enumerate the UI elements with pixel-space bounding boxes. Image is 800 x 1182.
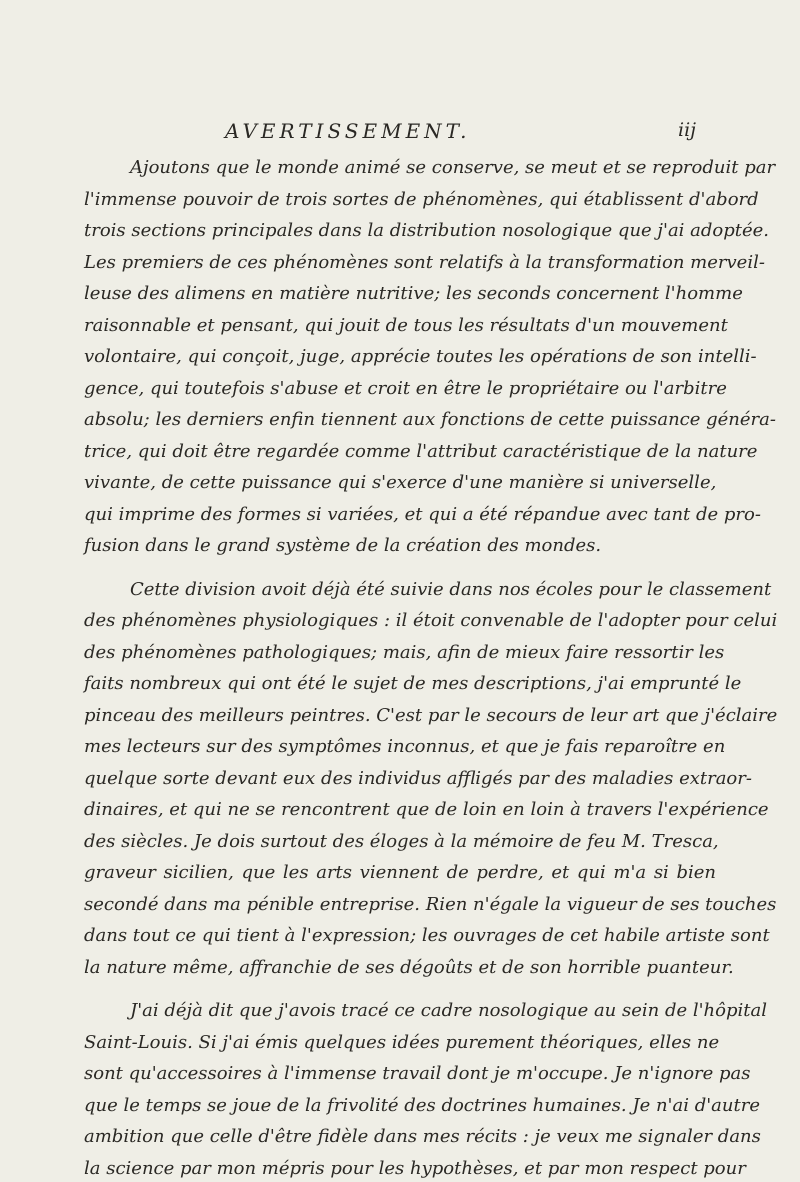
text-line: Cette division avoit déjà été suivie dans nos écoles pour le classement (130, 578, 772, 600)
text-line: pinceau des meilleurs peintres. C'est par le secours de leur art que j'éclaire (84, 704, 778, 726)
text-line: absolu; les derniers enfin tiennent aux fonctions de cette puissance généra- (84, 409, 776, 430)
paragraph-2 (84, 574, 778, 984)
text-line: secondé dans ma pénible entreprise. Rien n'égale la vigueur de ses touches (84, 893, 777, 915)
text-line: Saint-Louis. Si j'ai émis quelques idées purement théoriques, elles ne (84, 1031, 720, 1053)
text-line: mes lecteurs sur des symptômes inconnus, et que je fais reparoître en (84, 736, 726, 757)
text-line: dinaires, et qui ne se rencontrent que de loin en loin à travers l'expérience (84, 799, 769, 820)
text-line: leuse des alimens en matière nutritive; les seconds concernent l'homme (84, 283, 743, 304)
text-line: vivante, de cette puissance qui s'exerce d'une manière si universelle, (84, 472, 717, 493)
text-line: l'immense pouvoir de trois sortes de phénomènes, qui établissent d'abord (84, 188, 759, 210)
running-title: AVERTISSEMENT. (225, 119, 471, 143)
text-line: ambition que celle d'être fidèle dans mes récits : je veux me signaler dans (84, 1126, 761, 1147)
text-line: des siècles. Je dois surtout des éloges à la mémoire de feu M. Tresca, (84, 830, 719, 852)
text-line: qui imprime des formes si variées, et qui a été répandue avec tant de pro- (84, 503, 761, 525)
text-line: trice, qui doit être regardée comme l'attribut caractéristique de la nature (84, 440, 758, 462)
text-line: la science par mon mépris pour les hypothèses, et par mon respect pour (84, 1157, 746, 1179)
page-header (0, 119, 800, 149)
text-line: trois sections principales dans la distribution nosologique que j'ai adoptée. (84, 220, 770, 241)
text-line: la nature même, affranchie de ses dégoûts et de son horrible puanteur. (84, 956, 734, 978)
text-line: Ajoutons que le monde animé se conserve, se meut et se reproduit par (130, 157, 776, 178)
text-line: sont qu'accessoires à l'immense travail dont je m'occupe. Je n'ignore pas (84, 1063, 751, 1084)
text-line: Les premiers de ces phénomènes sont relatifs à la transformation merveil- (84, 251, 765, 273)
text-line: que le temps se joue de la frivolité des doctrines humaines. Je n'ai d'autre (84, 1094, 760, 1116)
text-line: des phénomènes pathologiques; mais, afin de mieux faire ressortir les (84, 641, 725, 663)
text-line: dans tout ce qui tient à l'expression; les ouvrages de cet habile artiste sont (84, 925, 770, 946)
text-line: faits nombreux qui ont été le sujet de mes descriptions, j'ai emprunté le (84, 673, 742, 694)
text-line: J'ai déjà dit que j'avois tracé ce cadre nosologique au sein de l'hôpital (130, 1000, 767, 1021)
text-line: graveur sicilien, que les arts viennent de perdre, et qui m'a si bien (84, 862, 716, 883)
page-number: iij (678, 119, 697, 141)
text-line: gence, qui toutefois s'abuse et croit en être le propriétaire ou l'arbitre (84, 377, 727, 399)
text-line: quelque sorte devant eux des individus affligés par des maladies extraor- (84, 767, 752, 789)
body-text (84, 152, 778, 1182)
text-line: des phénomènes physiologiques : il étoit convenable de l'adopter pour celui (84, 610, 778, 631)
text-line: fusion dans le grand système de la création des mondes. (84, 535, 602, 556)
text-line: raisonnable et pensant, qui jouit de tous les résultats d'un mouvement (84, 314, 728, 336)
paragraph-3 (84, 995, 767, 1182)
text-line: volontaire, qui conçoit, juge, apprécie toutes les opérations de son intelli- (84, 346, 757, 367)
paragraph-1 (84, 152, 776, 562)
